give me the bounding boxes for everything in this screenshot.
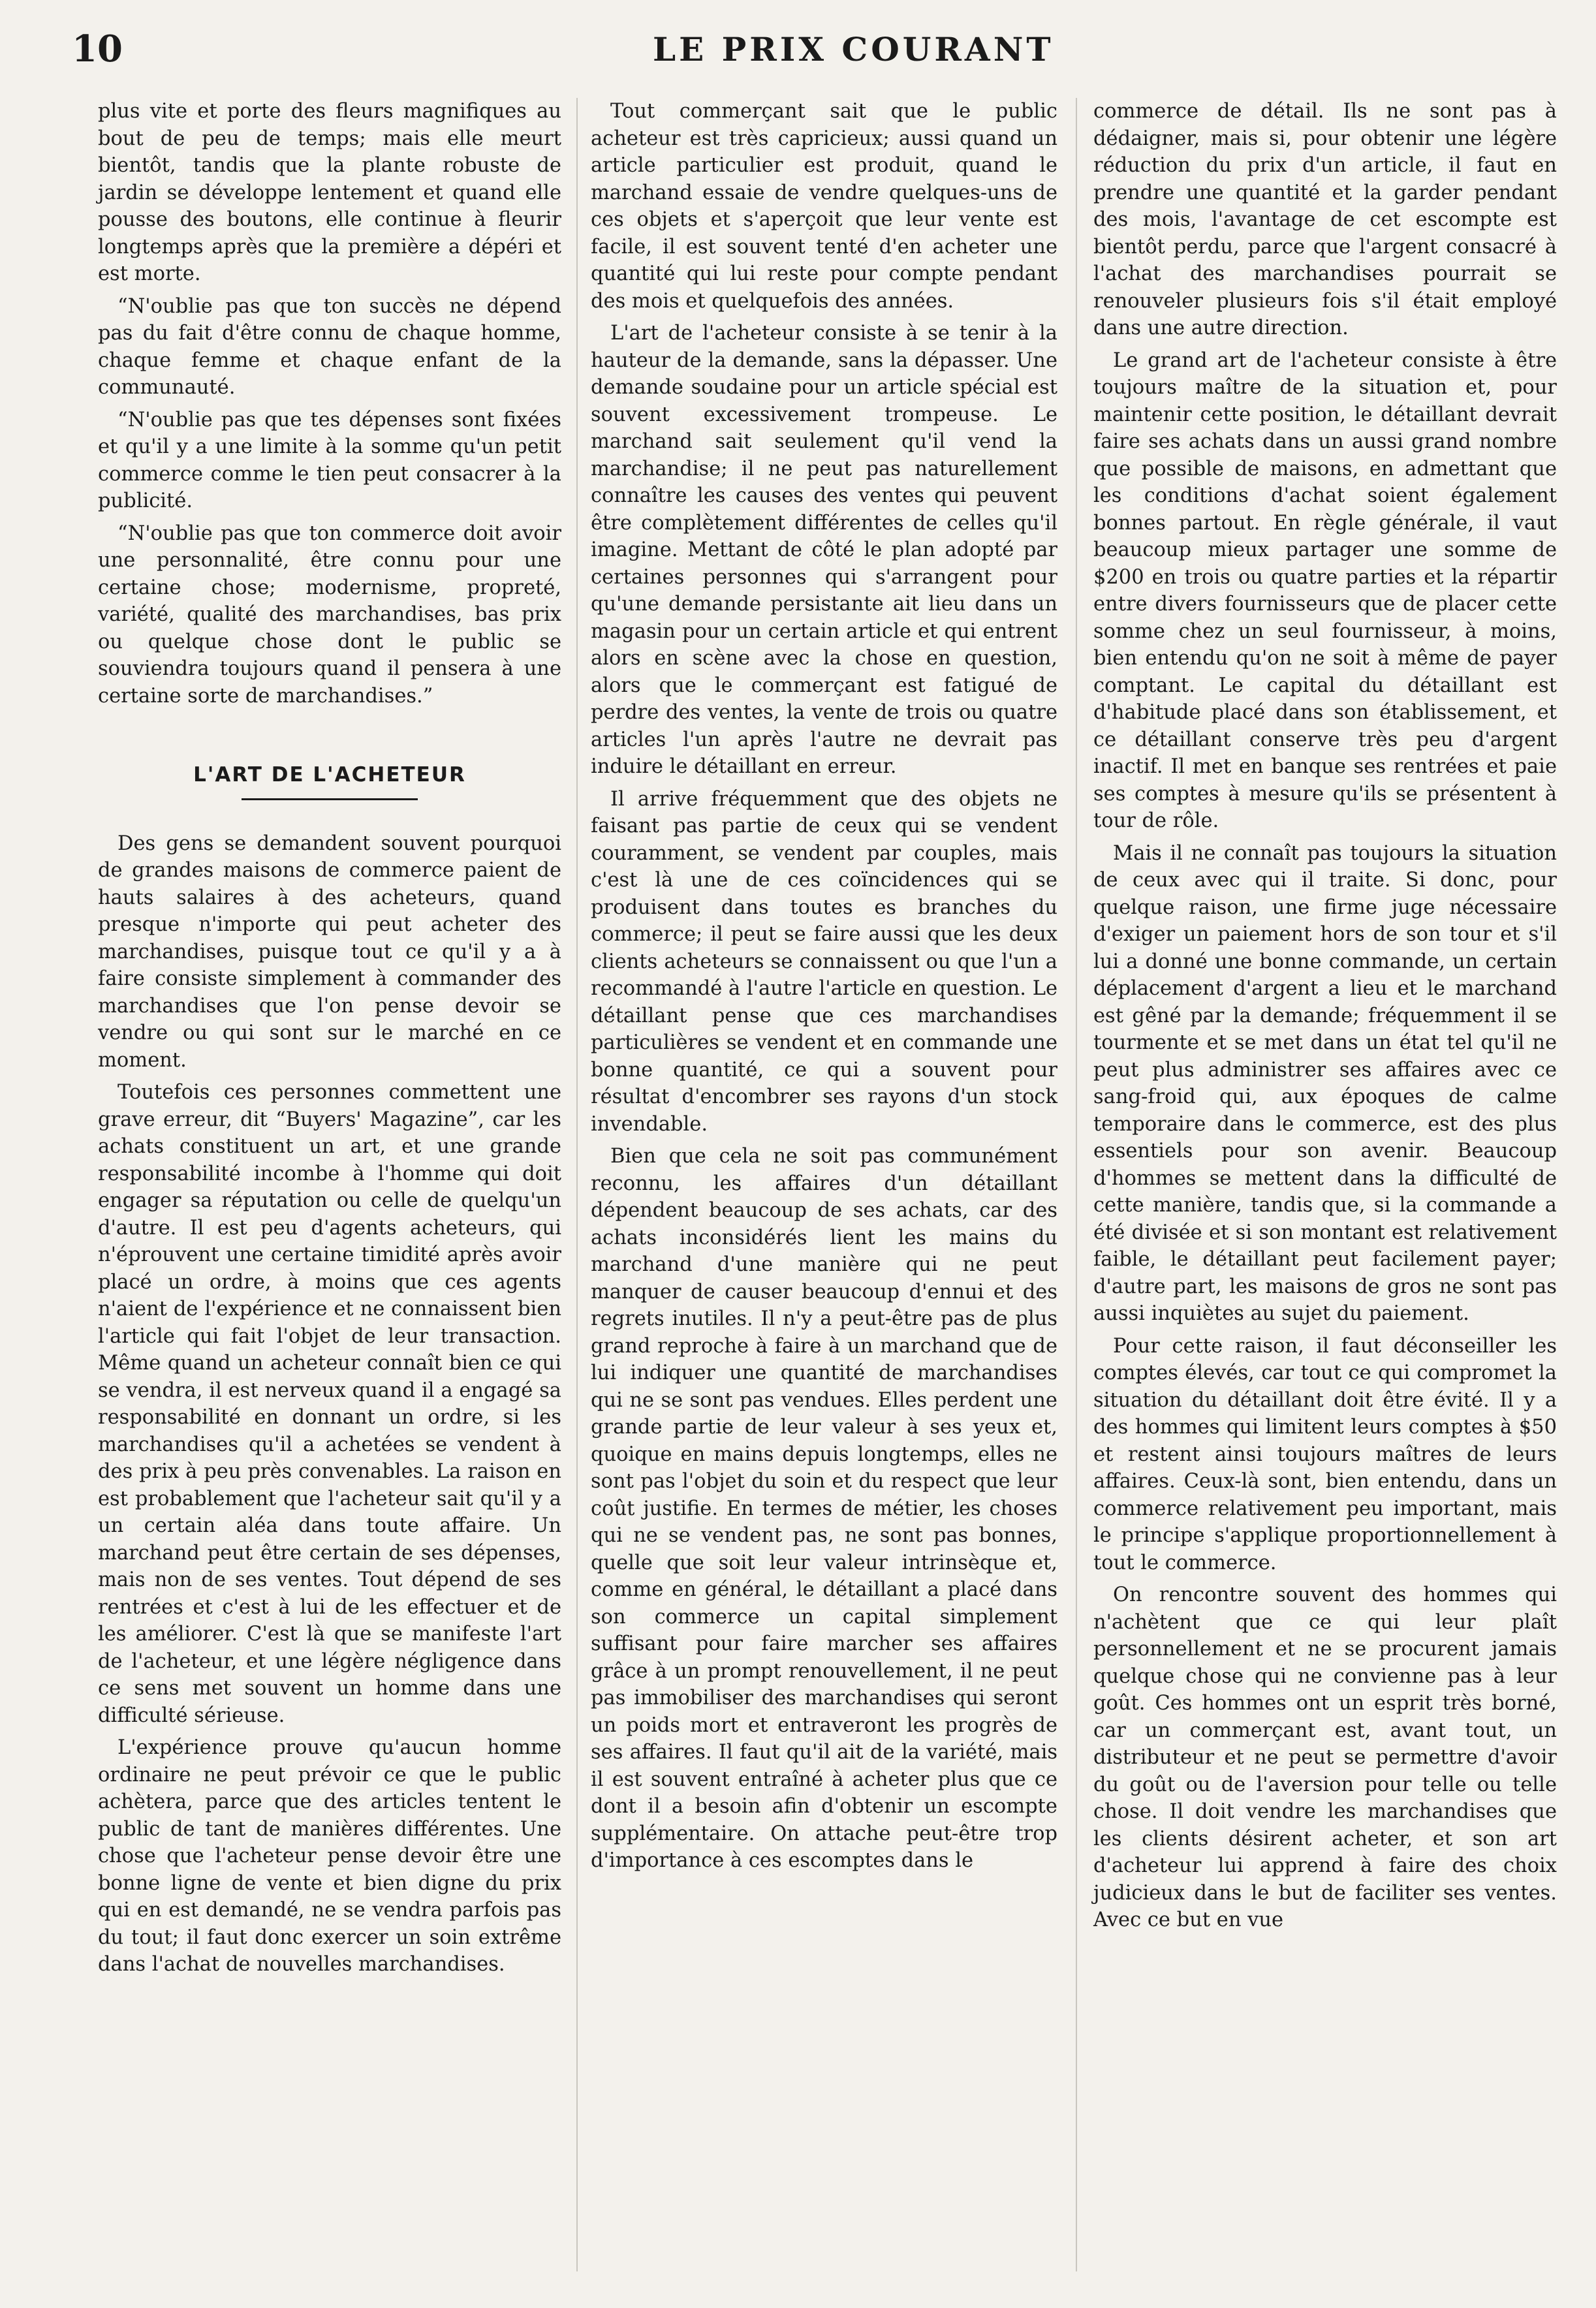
column-middle xyxy=(591,98,1057,1880)
paragraph: Il arrive fréquemment que des objets ne faisant pas partie de ceux qui se vendent couramment, se vendent par couples, mais c'est là une de ces coïncidences qui se produisent dans toutes es branches du commerce; il peut se faire aussi que les deux clients acheteurs se connaissent ou que l'un a recommandé à l'autre l'article en question. Le détaillant pense que ces marchandises particulières se vendent et en commande une bonne quantité, ce qui a souvent pour résultat d'encombrer ses rayons d'un stock invendable. xyxy=(591,787,1057,1136)
newspaper-title: LE PRIX COURANT xyxy=(653,30,1054,69)
page-number: 10 xyxy=(72,27,123,70)
paragraph: commerce de détail. Ils ne sont pas à dédaigner, mais si, pour obtenir une légère réduction du prix d'un article, il faut en prendre une quantité et la garder pendant des mois, l'avantage de cet escompte est bientôt perdu, parce que l'argent consacré à l'achat des marchandises pourrait se renouveler plusieurs fois s'il était employé dans une autre direction. xyxy=(1093,100,1557,339)
paragraph: Pour cette raison, il faut déconseiller les comptes élevés, car tout ce qui compromet la situation du détaillant doit être évité. Il y a des hommes qui limitent leurs comptes à $50 et restent ainsi toujours maîtres de leurs affaires. Ceux-là sont, bien entendu, dans un commerce relativement peu important, mais le principe s'applique proportionnellement à tout le commerce. xyxy=(1093,1334,1557,1574)
paragraph: Mais il ne connaît pas toujours la situation de ceux avec qui il traite. Si donc, pour quelque raison, une firme juge nécessaire d'exiger un paiement hors de son tour et s'il lui a donné une bonne commande, un certain déplacement d'argent a lieu et le marchand est gêné par la demande; fréquemment il se tourmente et se met dans un état tel qu'il ne peut plus administrer ses affaires avec ce sang-froid qui, aux époques de calme temporaire dans le commerce, est des plus essentiels pour son avenir. Beaucoup d'hommes se mettent dans la difficulté de cette manière, tandis que, si la commande a été divisée et si son montant est relativement faible, le détaillant peut facilement payer; d'autre part, les maisons de gros ne sont pas aussi inquiètes au sujet du paiement. xyxy=(1093,841,1557,1325)
paragraph: L'expérience prouve qu'aucun homme ordinaire ne peut prévoir ce que le public achètera, parce que des articles tentent le public de tant de manières différentes. Une chose que l'acheteur pense devoir être une bonne ligne de vente et bien digne du prix qui en est demandé, ne se vendra parfois pas du tout; il faut donc exercer un soin extrême dans l'achat de nouvelles marchandises. xyxy=(98,1736,561,1976)
paragraph: On rencontre souvent des hommes qui n'achètent que ce qui leur plaît personnellement et ne se procurent jamais quelque chose qui ne convienne pas à leur goût. Ces hommes ont un esprit très borné, car un commerçant est, avant tout, un distributeur et ne peut se permettre d'avoir du goût ou de l'aversion pour telle ou telle chose. Il doit vendre les marchandises que les clients désirent acheter, et son art d'acheteur lui apprend à faire des choix judicieux dans le but de faciliter ses ventes. Avec ce but en vue xyxy=(1093,1583,1557,1931)
paragraph: Toutefois ces personnes commettent une grave erreur, dit “Buyers' Magazine”, car les achats constituent un art, et une grande responsabilité incombe à l'homme qui doit engager sa réputation ou celle de quelqu'un d'autre. Il est peu d'agents acheteurs, qui n'éprouvent une certaine timidité après avoir placé un ordre, à moins que ces agents n'aient de l'expérience et ne connaissent bien l'article qui fait l'objet de leur transaction. Même quand un acheteur connaît bien ce qui se vendra, il est nerveux quand il a engagé sa responsabilité en donnant un ordre, si les marchandises qu'il a achetées se vendent à des prix à peu près convenables. La raison en est probablement que l'acheteur sait qu'il y a un certain aléa dans toute affaire. Un marchand peut être certain de ses dépenses, mais non de ses ventes. Tout dépend de ses rentrées et c'est à lui de les effectuer et de les améliorer. C'est là que se manifeste l'art de l'acheteur, et une légère négligence dans ce sens met souvent un homme dans une difficulté sérieuse. xyxy=(98,1081,561,1727)
section-heading: L'ART DE L'ACHETEUR xyxy=(193,763,466,787)
column-divider xyxy=(576,98,578,2271)
column-left xyxy=(98,98,561,1984)
paragraph: L'art de l'acheteur consiste à se tenir à la hauteur de la demande, sans la dépasser. Une demande soudaine pour un article spécial est souvent excessivement trompeuse. Le marchand sait seulement qu'il vend la marchandise; il ne peut pas naturellement connaître les causes des ventes qui peuvent être complètement différentes de celles qu'il imagine. Mettant de côté le plan adopté par certaines personnes qui s'arrangent pour qu'une demande persistante ait lieu dans un magasin pour un certain article et qui entrent alors en scène avec la chose en question, alors que le commerçant est fatigué de perdre des ventes, la vente de trois ou quatre articles l'un après l'autre ne devrait pas induire le détaillant en erreur. xyxy=(591,322,1057,778)
column-right xyxy=(1093,98,1557,1939)
paragraph: Bien que cela ne soit pas communément reconnu, les affaires d'un détaillant dépendent beaucoup de ses achats, car des achats inconsidérés lient les mains du marchand d'une manière qui ne peut manquer de causer beaucoup d'ennui et des regrets inutiles. Il n'y a peut-être pas de plus grand reproche à faire à un marchand que de lui indiquer une quantité de marchandises qui ne se sont pas vendues. Elles perdent une grande partie de leur valeur à ses yeux et, quoique en mains depuis longtemps, elles ne sont pas l'objet du soin et du respect que leur coût justifie. En termes de métier, les choses qui ne se vendent pas, ne sont pas bonnes, quelle que soit leur valeur intrinsèque et, comme en général, le détaillant a placé dans son commerce un capital simplement suffisant pour faire marcher ses affaires grâce à un prompt renouvellement, il ne peut pas immobiliser des marchandises qui seront un poids mort et entraveront les progrès de ses affaires. Il faut qu'il ait de la variété, mais il est souvent entraîné à acheter plus que ce dont il a besoin afin d'obtenir un escompte supplémentaire. On attache peut-être trop d'importance à ces escomptes dans le xyxy=(591,1145,1057,1872)
paragraph: “N'oublie pas que ton succès ne dépend pas du fait d'être connu de chaque homme, chaque femme et chaque enfant de la communauté. xyxy=(98,294,561,399)
paragraph: “N'oublie pas que tes dépenses sont fixées et qu'il y a une limite à la somme qu'un petit commerce comme le tien peut consacrer à la publicité. xyxy=(98,408,561,512)
heading-rule xyxy=(242,798,418,800)
column-divider xyxy=(1076,98,1077,2271)
paragraph: Le grand art de l'acheteur consiste à être toujours maître de la situation et, pour maintenir cette position, le détaillant devrait faire ses achats dans un aussi grand nombre que possible de maisons, en admettant que les conditions d'achat soient également bonnes partout. En règle générale, il vaut beaucoup mieux partager une somme de $200 en trois ou quatre parties et la répartir entre divers fournisseurs que de placer cette somme chez un seul fournisseur, à moins, bien entendu qu'on ne soit à même de payer comptant. Le capital du détaillant est d'habitude placé dans son établissement, et ce détaillant conserve très peu d'argent inactif. Il met en banque ses rentrées et paie ses comptes à mesure qu'ils se présentent à tour de rôle. xyxy=(1093,349,1557,832)
paragraph: plus vite et porte des fleurs magnifiques au bout de peu de temps; mais elle meurt bientôt, tandis que la plante robuste de jardin se développe lentement et quand elle pousse des boutons, elle continue à fleurir longtemps après que la première a dépéri et est morte. xyxy=(98,100,561,285)
paragraph: Des gens se demandent souvent pourquoi de grandes maisons de commerce paient de hauts salaires à des acheteurs, quand presque n'importe qui peut acheter des marchandises, puisque tout ce qu'il y a à faire consiste simplement à commander des marchandises que l'on pense devoir se vendre ou qui sont sur le marché en ce moment. xyxy=(98,832,561,1072)
paragraph: Tout commerçant sait que le public acheteur est très capricieux; aussi quand un article particulier est produit, quand le marchand essaie de vendre quelques-uns de ces objets et s'aperçoit que leur vente est facile, il est souvent tenté d'en acheter une quantité qui lui reste pour compte pendant des mois et quelquefois des années. xyxy=(591,100,1057,313)
paragraph: “N'oublie pas que ton commerce doit avoir une personnalité, être connu pour une certaine chose; modernisme, propreté, variété, qualité des marchandises, bas prix ou quelque chose dont le public se souviendra toujours quand il pensera à une certaine sorte de marchandises.” xyxy=(98,522,561,708)
